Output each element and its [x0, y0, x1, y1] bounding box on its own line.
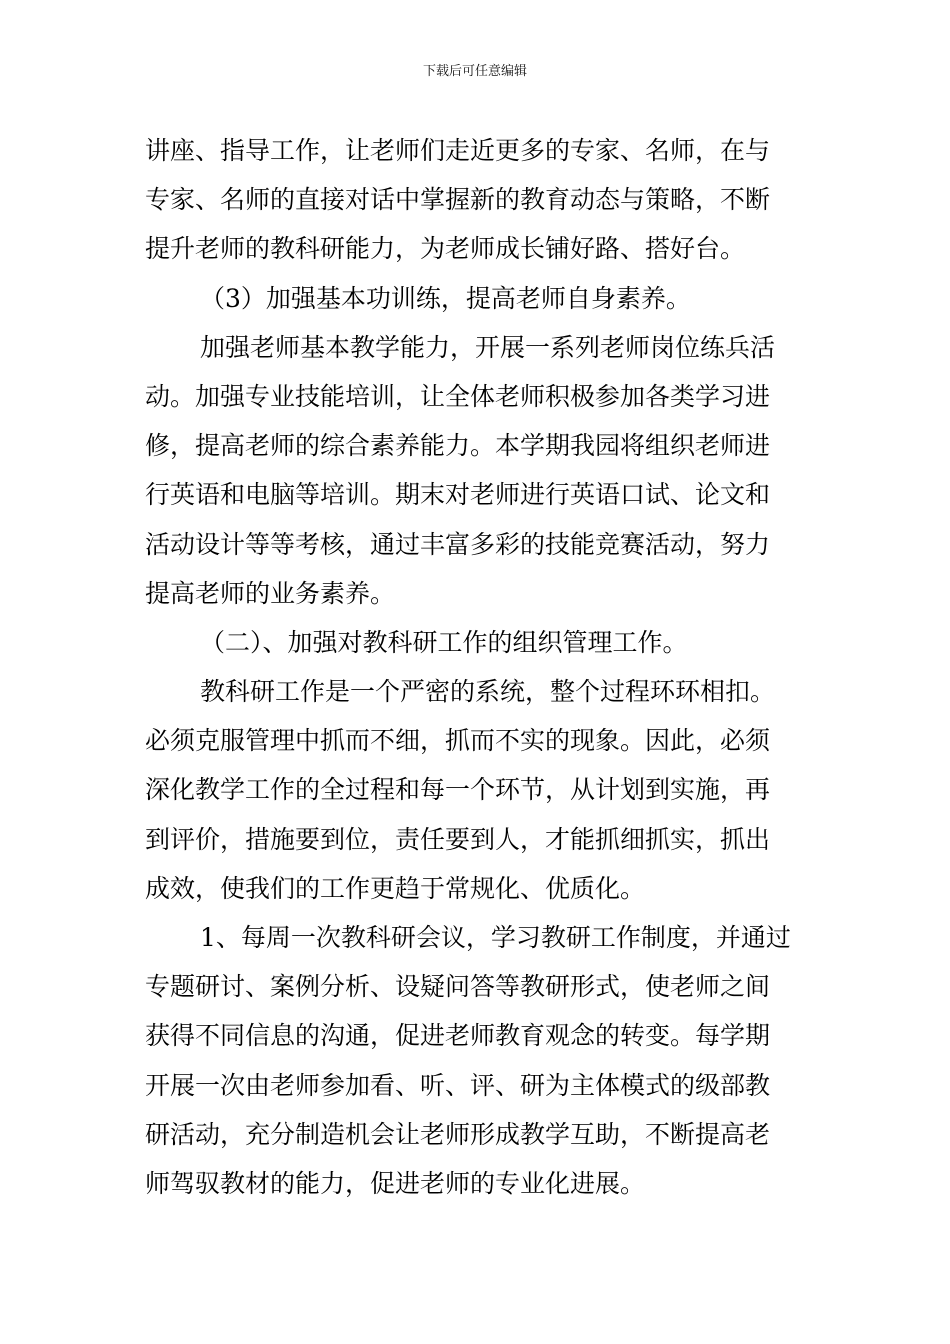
- text-line: 提高老师的业务素养。: [145, 578, 396, 608]
- text-line: 加强老师基本教学能力，开展一系列老师岗位练兵活: [200, 332, 776, 362]
- page-header-note: 下载后可任意编辑: [422, 64, 527, 79]
- text-line: 师驾驭教材的能力，促进老师的专业化进展。: [145, 1168, 646, 1198]
- text-line: 专家、名师的直接对话中掌握新的教育动态与策略，不断: [145, 185, 771, 215]
- document-body: [145, 126, 810, 1208]
- section-heading: （二）、加强对教科研工作的组织管理工作。: [200, 627, 688, 657]
- text-line: 提升老师的教科研能力，为老师成长铺好路、搭好台。: [145, 234, 746, 264]
- text-line: 活动设计等等考核，通过丰富多彩的技能竞赛活动，努力: [145, 529, 771, 559]
- text-line: 到评价，措施要到位，责任要到人，才能抓细抓实，抓出: [145, 824, 771, 854]
- text-line: 讲座、指导工作，让老师们走近更多的专家、名师，在与: [145, 136, 771, 165]
- text-line: 成效，使我们的工作更趋于常规化、优质化。: [145, 873, 646, 903]
- text-line: 研活动，充分制造机会让老师形成教学互助，不断提高老: [145, 1119, 771, 1149]
- text-line: 专题研讨、案例分析、设疑问答等教研形式，使老师之间: [145, 972, 771, 1002]
- text-line: 教科研工作是一个严密的系统，整个过程环环相扣。: [200, 677, 776, 707]
- section-heading: （3）加强基本功训练，提高老师自身素养。: [200, 283, 691, 313]
- text-line: 动。加强专业技能培训，让全体老师积极参加各类学习进: [145, 381, 771, 411]
- list-item-1: 1、每周一次教科研会议，学习教研工作制度，并通过: [200, 923, 791, 952]
- text-line: 行英语和电脑等培训。期末对老师进行英语口试、论文和: [145, 480, 771, 510]
- text-line: 修，提高老师的综合素养能力。本学期我园将组织老师进: [145, 431, 771, 461]
- text-line: 必须克服管理中抓而不细，抓而不实的现象。因此，必须: [145, 726, 771, 756]
- text-line: 深化教学工作的全过程和每一个环节，从计划到实施，再: [145, 775, 771, 805]
- text-line: 获得不同信息的沟通，促进老师教育观念的转变。每学期: [145, 1021, 771, 1051]
- text-line: 开展一次由老师参加看、听、评、研为主体模式的级部教: [145, 1070, 771, 1100]
